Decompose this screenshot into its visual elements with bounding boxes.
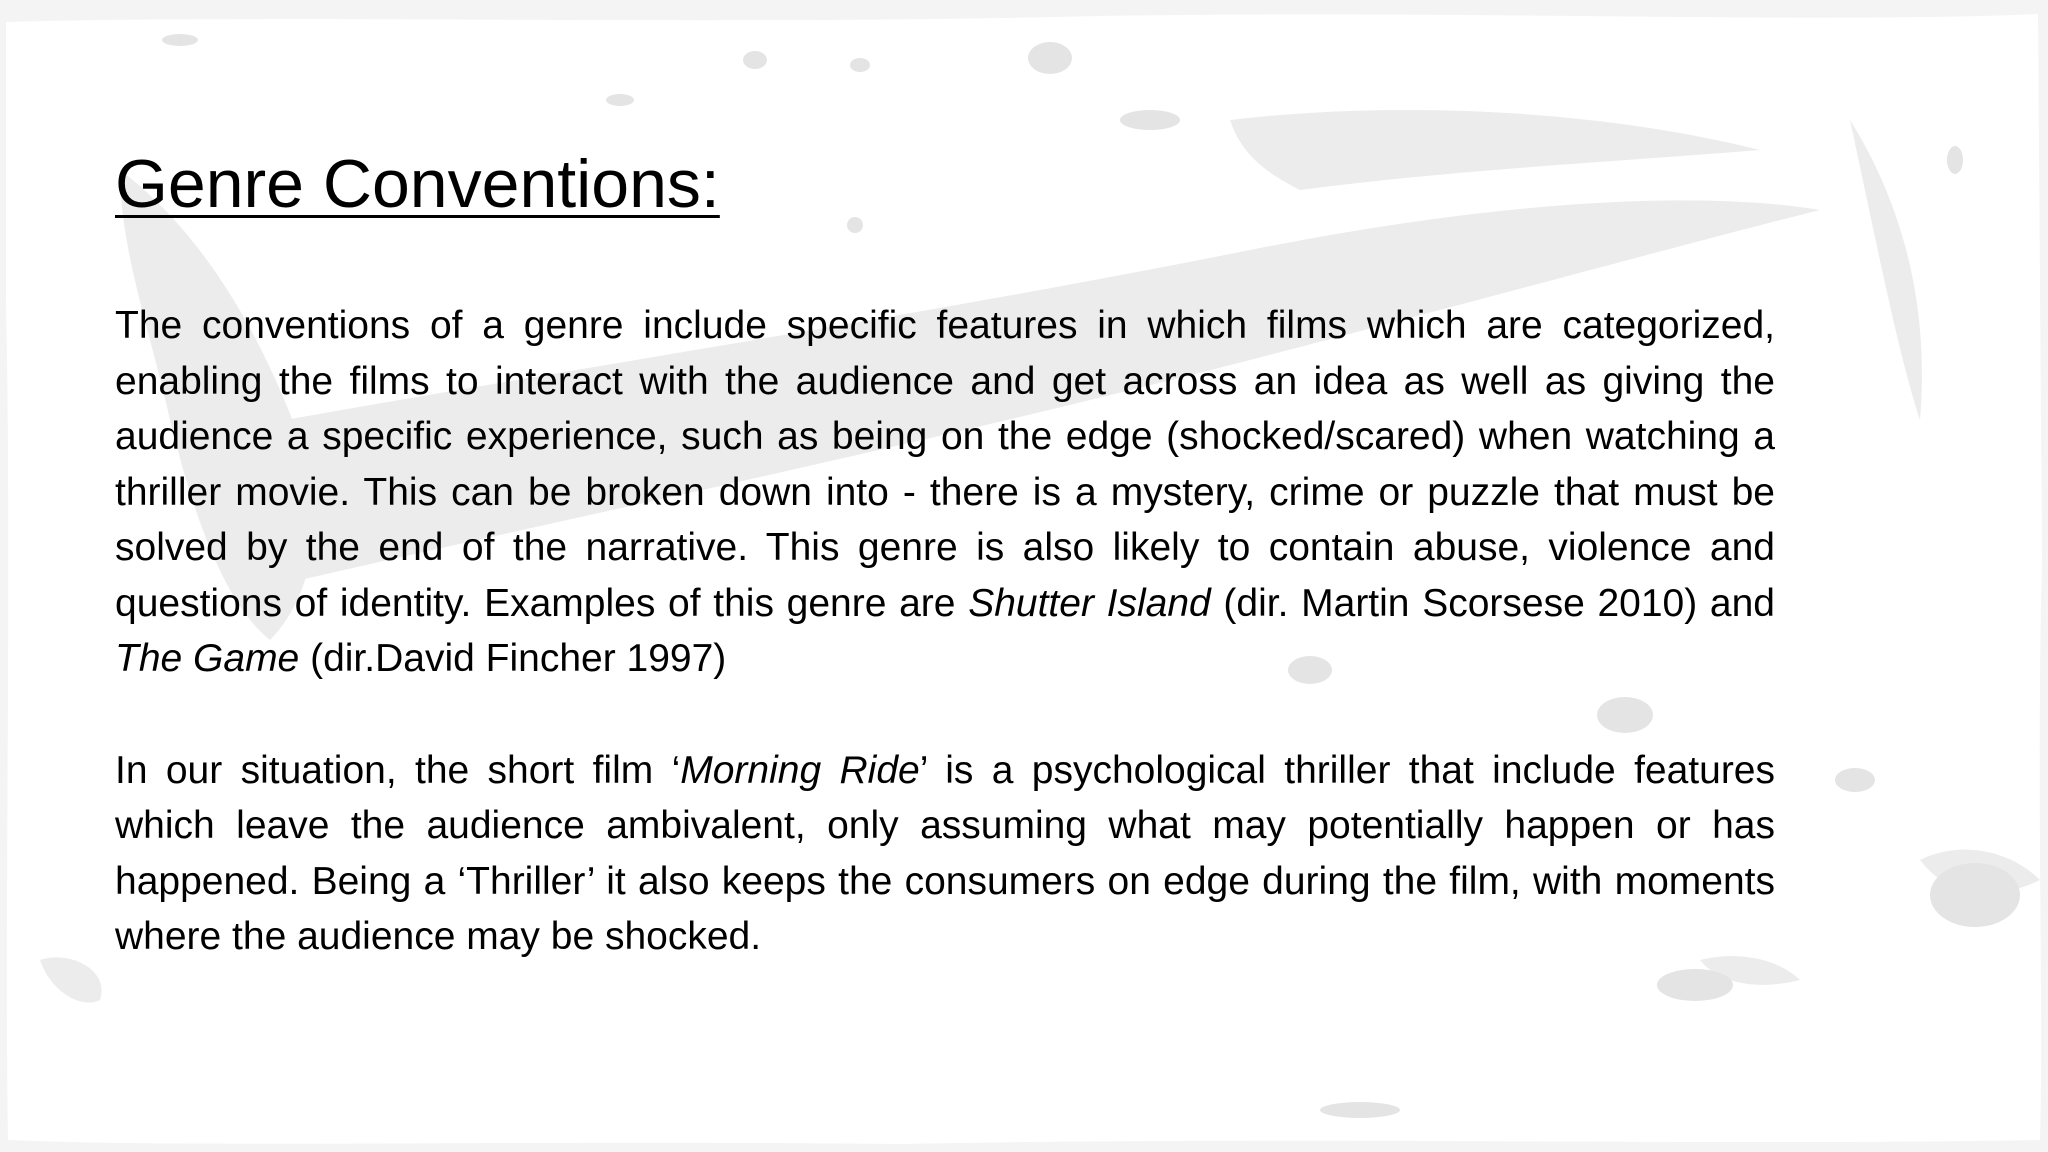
paint-spot: [1947, 146, 1963, 174]
paint-spot: [1835, 768, 1875, 792]
slide-title: Genre Conventions:: [115, 146, 720, 222]
paragraph-text: (dir. Martin Scorsese 2010) and: [1210, 581, 1775, 625]
paint-spot: [606, 94, 634, 106]
paint-spot: [162, 34, 198, 46]
our-situation-paragraph: [115, 743, 1775, 965]
paragraph-text: In our situation, the short film ‘: [115, 748, 681, 792]
paragraph-text: (dir.David Fincher 1997): [299, 637, 727, 680]
paragraph-text: The conventions of a genre include specific features in which films which are categorized, enabling the films to interact with the audience and get across an idea as well as giving the audience a specific experience, such as being on the edge (shocked/scared) when watching a thriller movie. This can be broken down into - there is a mystery, crime or puzzle that must be solved by the end of the narrative. This genre is also likely to contain abuse, violence and questions of identity. Examples of this genre are: [115, 304, 1775, 625]
paint-spot: [1320, 1102, 1400, 1118]
paint-spot: [743, 51, 767, 69]
paint-spot: [1028, 42, 1072, 74]
paint-spot: [850, 58, 870, 72]
genre-conventions-paragraph: [115, 298, 1775, 687]
paragraph-text: ’ is a psychological thriller that include features which leave the audience ambivalent, only assuming what may potentially happen or has happened. Being a ‘Thriller’ it also keeps the consumers on edge during the film, with moments where the audience may be shocked.: [115, 748, 1775, 958]
film-title-shutter-island: Shutter Island: [968, 581, 1211, 625]
paint-spot: [1930, 863, 2020, 927]
paint-spot: [1120, 110, 1180, 130]
paint-spot: [1657, 969, 1733, 1001]
film-title-the-game: The Game: [115, 637, 300, 680]
slide-content: [115, 140, 1775, 965]
film-title-morning-ride: Morning Ride: [680, 748, 920, 792]
